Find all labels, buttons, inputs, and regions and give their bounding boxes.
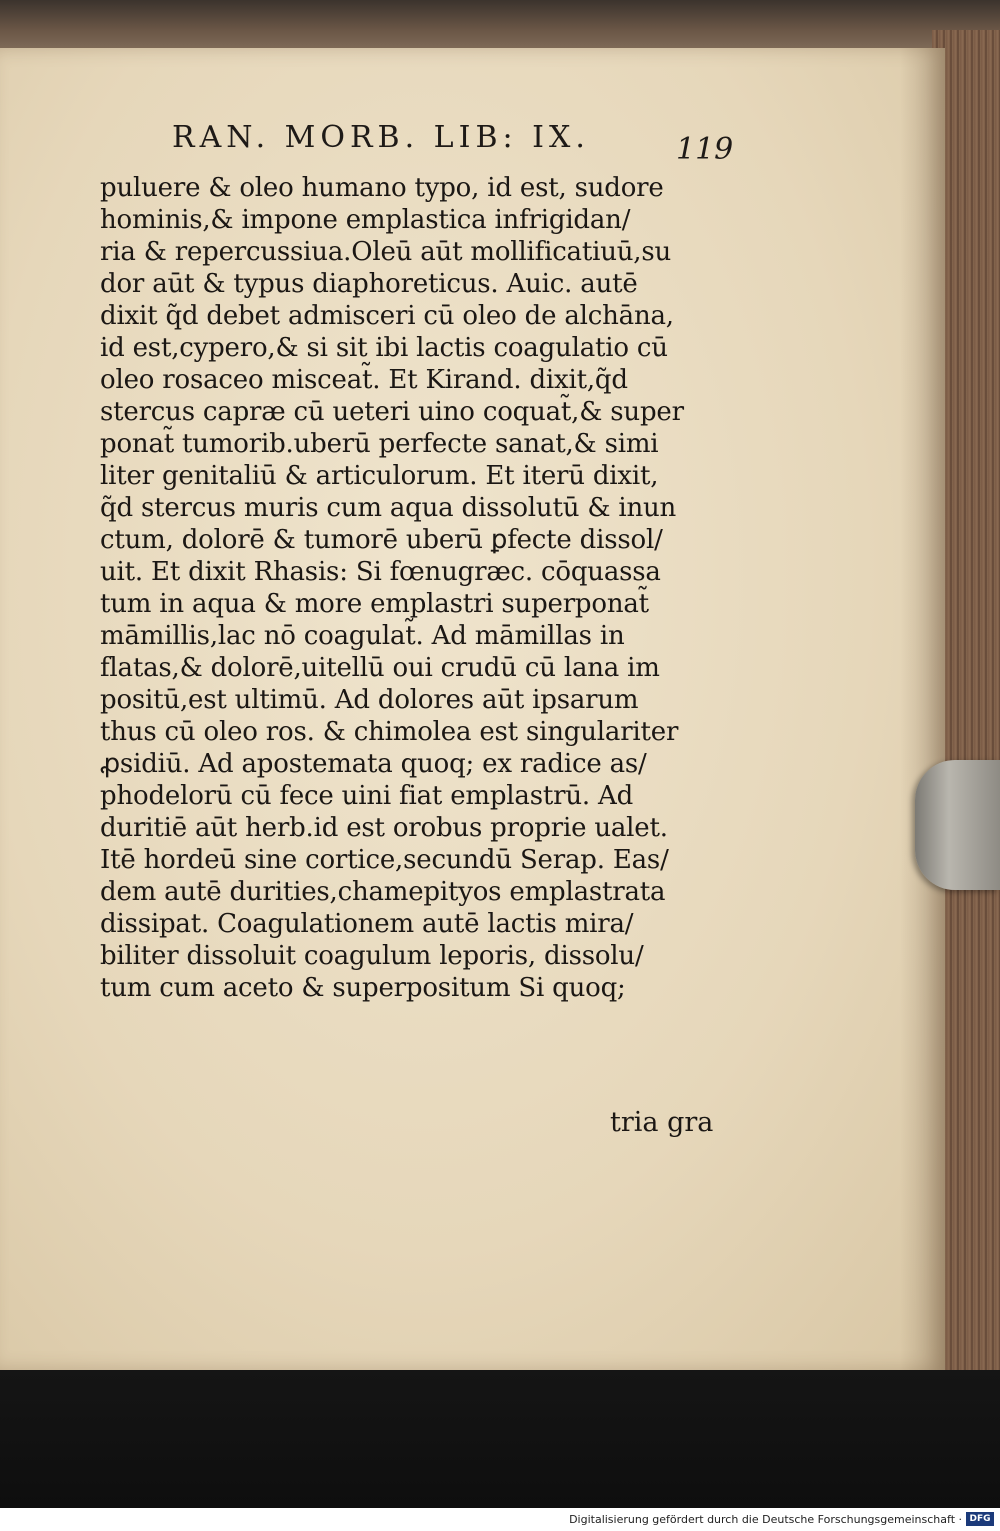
text-line: Itē hordeū sine cortice,secundū Serap. Eas/ [100,845,669,875]
digitization-credit: Digitalisierung gefördert durch die Deutsche Forschungsgemeinschaft · [569,1513,962,1526]
text-line: thus cū oleo ros. & chimolea est singulariter [100,717,679,747]
text-line: puluere & oleo humano typo, id est, sudore [100,173,664,203]
page-clamp-icon [915,760,1000,890]
text-line: tum cum aceto & superpositum Si quoq; [100,973,626,1003]
text-line: ctum, dolorē & tumorē uberū ꝑfecte dissol/ [100,525,663,555]
body-text [100,172,740,1004]
scan-background-bottom [0,1370,1000,1531]
text-line: uit. Et dixit Rhasis: Si fœnugræc. cōquassa [100,557,661,587]
text-line: ꝓsidiū. Ad apostemata quoq; ex radice as/ [100,749,647,779]
text-line: id est,cypero,& si sit ibi lactis coagulatio cū [100,333,668,363]
text-line: duritiē aūt herb.id est orobus proprie ualet. [100,813,668,843]
text-line: hominis,& impone emplastica infrigidan/ [100,205,631,235]
text-line: q̃d stercus muris cum aqua dissolutū & inun [100,493,677,523]
text-line: dor aūt & typus diaphoreticus. Auic. autē [100,269,638,299]
running-head: RAN. MORB. LIB: IX. [172,120,590,155]
text-line: ponat̃ tumorib.uberū perfecte sanat,& simi [100,429,659,459]
text-line: dem autē durities,chamepityos emplastrata [100,877,666,907]
text-line: ria & repercussiua.Oleū aūt mollificatiuū,su [100,237,672,267]
text-line: flatas,& dolorē,uitellū oui crudū cū lana im [100,653,660,683]
folio-number: 119 [676,132,734,167]
text-line: tum in aqua & more emplastri superponat̃ [100,589,649,619]
dfg-logo-icon: DFG [966,1512,994,1526]
text-line: stercus capræ cū ueteri uino coquat̃,& super [100,397,684,427]
text-line: dissipat. Coagulationem autē lactis mira/ [100,909,634,939]
catchword: tria gra [610,1107,714,1138]
text-line: biliter dissoluit coagulum leporis, dissolu/ [100,941,644,971]
text-line: dixit q̃d debet admisceri cū oleo de alchāna, [100,301,674,331]
text-line: phodelorū cū fece uini fiat emplastrū. Ad [100,781,634,811]
text-line: positū,est ultimū. Ad dolores aūt ipsarum [100,685,639,715]
text-line: liter genitaliū & articulorum. Et iterū dixit, [100,461,659,491]
page-gutter-shadow [900,48,945,1370]
text-line: māmillis,lac nō coagulat̃. Ad māmillas in [100,621,625,651]
text-line: oleo rosaceo misceat̃. Et Kirand. dixit,q̃d [100,365,628,395]
